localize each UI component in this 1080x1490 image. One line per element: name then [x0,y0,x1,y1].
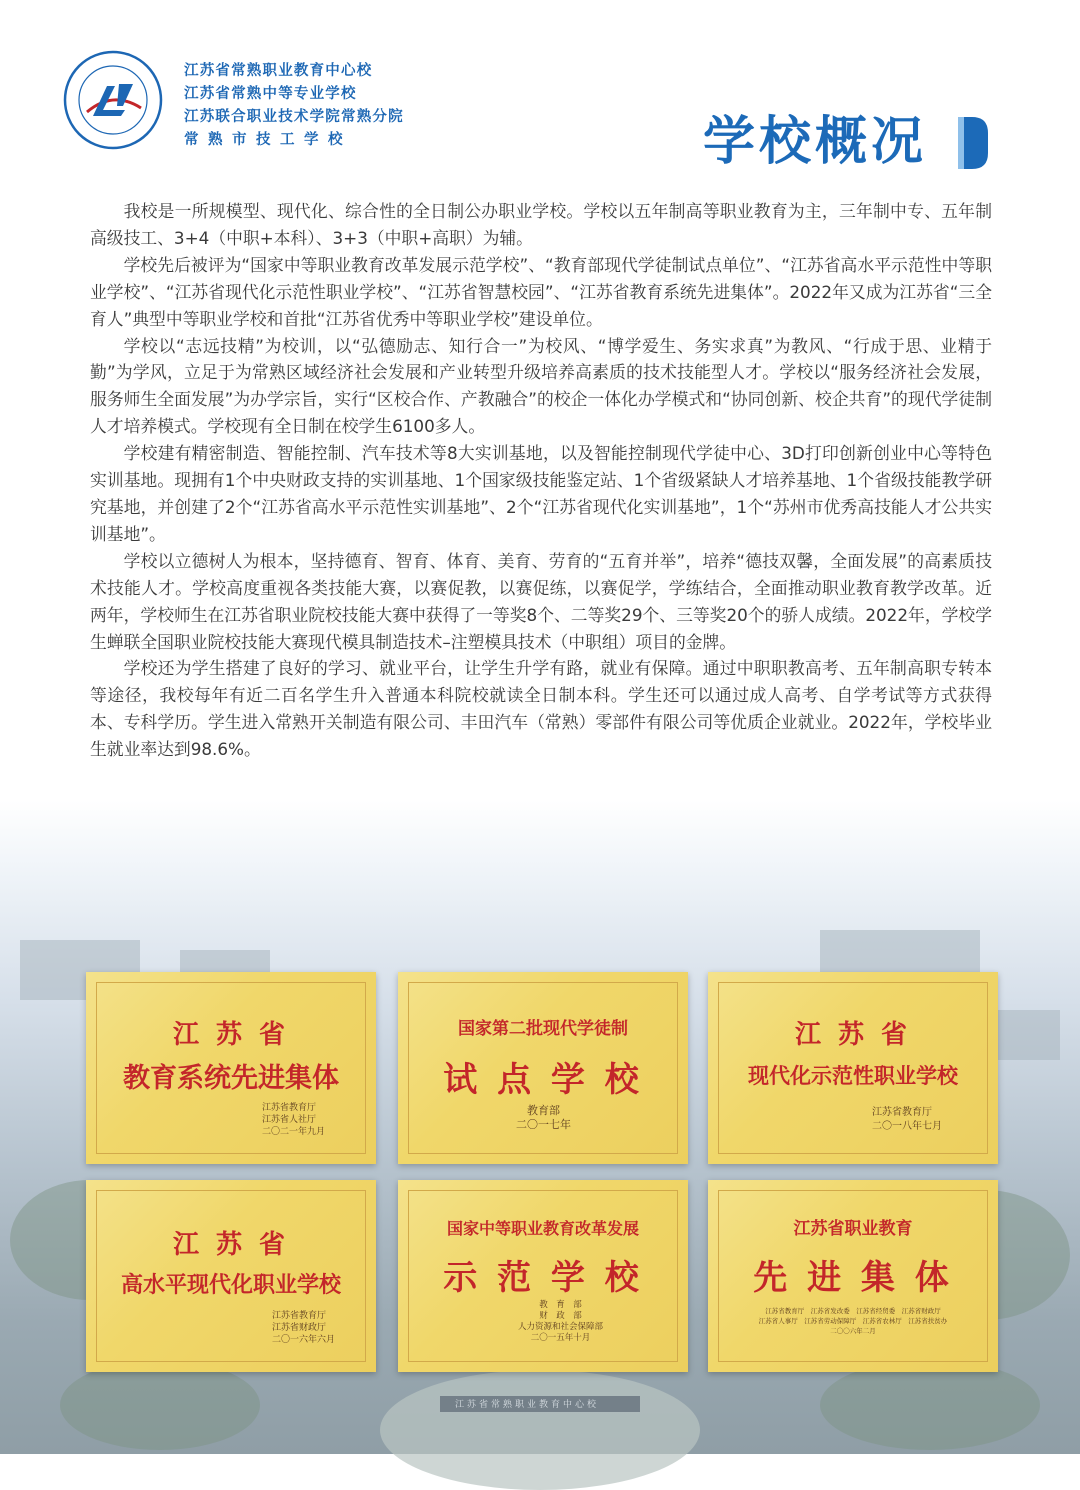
award-plaque [708,972,998,1164]
award-plaque [86,972,376,1164]
plaque-issuer: 教 育 部 财 政 部 人力资源和社会保障部 二〇一五年十月 [518,1300,604,1343]
plaque-heading: 江 苏 省 [794,1020,912,1050]
school-names [184,60,414,152]
paragraph: 学校以“志远技精”为校训，以“弘德励志、知行合一”为校风、“博学爱生、务实求真”为教风、“行成于思、业精于勤”为学风，立足于为常熟区域经济社会发展和产业转型升级培养高素质的技术技能型人才。学校以“服务经济社会发展，服务师生全面发展”为办学宗旨，实行“区校合作、产教融合”的校企一体化办学模式和“协同创新、校企共育”的现代学徒制人才培养模式。学校现有全日制在校学生6100多人。 [90,335,992,437]
plaque-issuer: 江苏省教育厅 二〇一八年七月 [872,1107,942,1132]
school-logo-icon [63,50,163,150]
paragraph: 学校还为学生搭建了良好的学习、就业平台，让学生升学有路，就业有保障。通过中职职教高考、五年制高职专转本等途径，我校每年有近二百名学生升入普通本科院校就读全日制本科。学生还可以通过成人高考、自学考试等方式获得本、专科学历。学生进入常熟开关制造有限公司、丰田汽车（常熟）零部件有限公司等优质企业就业。2022年，学校毕业生就业率达到98.6%。 [90,658,992,760]
paragraph: 学校建有精密制造、智能控制、汽车技术等8大实训基地，以及智能控制现代学徒中心、3D打印创新创业中心等特色实训基地。现拥有1个中央财政支持的实训基地、1个国家级技能鉴定站、1个省级紧缺人才培养基地、1个省级技能教学研究基地，并创建了2个“江苏省高水平示范性实训基地”、2个“江苏省现代化实训基地”，1个“苏州市优秀高技能人才公共实训基地”。 [90,443,992,544]
campus-gate-text: 江苏省常熟职业教育中心校 [455,1400,600,1410]
school-name-2: 江苏省常熟中等专业学校 [184,86,357,102]
plaque-heading: 国家中等职业教育改革发展 [446,1219,639,1238]
award-plaque [708,1180,998,1372]
paragraph: 我校是一所规模型、现代化、综合性的全日制公办职业学校。学校以五年制高等职业教育为主，三年制中专、五年制高级技工、3+4（中职+本科）、3+3（中职+高职）为辅。 [90,201,992,248]
plaque-issuer: 教育部 二〇一七年 [516,1104,571,1131]
plaque-title: 先 进 集 体 [753,1258,953,1298]
school-name-4: 常熟市技工学校 [184,132,352,148]
paragraph: 学校先后被评为“国家中等职业教育改革发展示范学校”、“教育部现代学徒制试点单位”、“江苏省高水平示范性中等职业学校”、“江苏省现代化示范性职业学校”、“江苏省智慧校园”、“江苏省教育系统先进集体”。2022年又成为江苏省“三全育人”典型中等职业学校和首批“江苏省优秀中等职业学校”建设单位。 [90,254,992,329]
plaque-heading: 江苏省职业教育 [793,1219,913,1239]
plaque-heading: 江 苏 省 [172,1020,290,1050]
school-name-3: 江苏联合职业技术学院常熟分院 [184,109,404,125]
plaque-title: 示 范 学 校 [443,1258,643,1298]
plaque-title: 试 点 学 校 [443,1060,643,1100]
plaque-issuer: 江苏省教育厅 江苏省人社厅 二〇二一年九月 [262,1103,326,1137]
school-name-1: 江苏省常熟职业教育中心校 [184,63,373,79]
intro-text [90,198,992,763]
page-title: 学校概况 [703,112,928,172]
plaque-title: 教育系统先进集体 [123,1063,339,1094]
plaque-title: 现代化示范性职业学校 [748,1063,958,1088]
plaque-heading: 国家第二批现代学徒制 [458,1019,628,1039]
plaque-heading: 江 苏 省 [172,1230,290,1260]
title-tab-icon [958,117,988,169]
plaque-title: 高水平现代化职业学校 [120,1272,341,1298]
plaque-issuer: 江苏省教育厅 江苏省财政厅 二〇一六年六月 [272,1311,336,1345]
plaque-issuer: 江苏省教育厅 江苏省发改委 江苏省经贸委 江苏省财政厅 江苏省人事厅 江苏省劳动保障厅 江苏省农林厅 江苏省扶贫办 二〇〇六年二月 [758,1307,948,1335]
award-plaque [86,1180,376,1372]
award-plaque [398,972,688,1164]
paragraph: 学校以立德树人为根本，坚持德育、智育、体育、美育、劳育的“五育并举”，培养“德技双馨，全面发展”的高素质技术技能人才。学校高度重视各类技能大赛，以赛促教，以赛促练，以赛促学，学练结合，全面推动职业教育教学改革。近两年，学校师生在江苏省职业院校技能大赛中获得了一等奖8个、二等奖29个、三等奖20个的骄人成绩。2022年，学校学生蝉联全国职业院校技能大赛现代模具制造技术–注塑模具技术（中职组）项目的金牌。 [90,550,992,652]
award-plaque [398,1180,688,1372]
